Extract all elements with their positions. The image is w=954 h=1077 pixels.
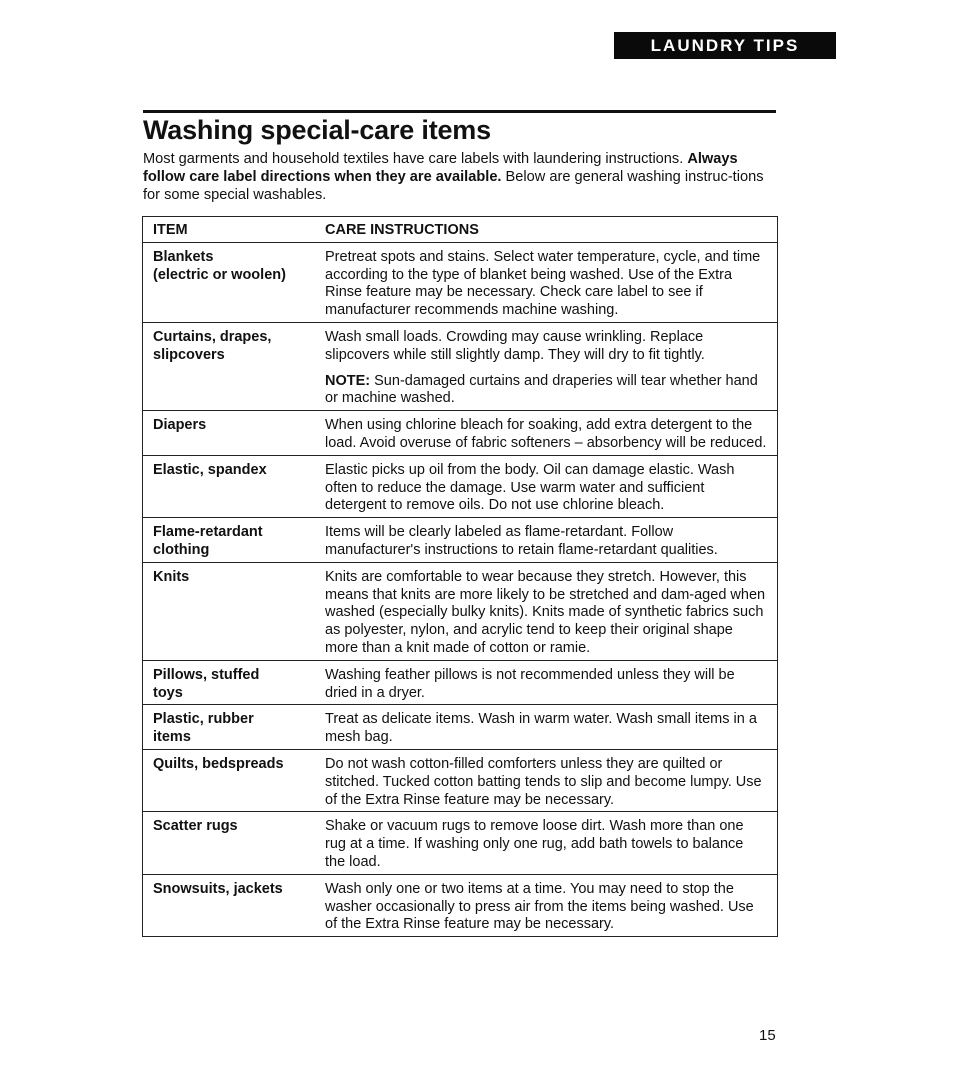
header-care-instructions: CARE INSTRUCTIONS [323,217,778,243]
instruction-paragraph: Elastic picks up oil from the body. Oil can damage elastic. Wash often to reduce the damage. Use warm water and sufficient detergent to remove oils. Do not use chlorine bleach. [325,461,735,514]
table-row [143,242,778,322]
item-name: Blankets (electric or woolen) [143,242,324,322]
section-banner: LAUNDRY TIPS [614,32,836,59]
care-instructions [323,660,778,705]
instruction-paragraph: Treat as delicate items. Wash in warm water. Wash small items in a mesh bag. [325,711,757,746]
table-row [143,322,778,410]
instruction-paragraph: Knits are comfortable to wear because they stretch. However, this means that knits are more likely to be stretched and dam-aged when washed (especially bulky knits). Knits made of synthetic fabrics such as polyester, nylon, and acrylic tend to keep their original shape more than a knit made of cotton or ramie. [325,568,766,656]
table-row [143,874,778,936]
instruction-paragraph: Do not wash cotton-filled comforters unless they are quilted or stitched. Tucked cotton batting tends to slip and become lumpy. Use of the Extra Rinse feature may be necessary. [325,755,762,808]
table-body [143,242,778,936]
table-row [143,518,778,563]
instruction-paragraph: Wash only one or two items at a time. You may need to stop the washer occasionally to press air from the items being washed. Use of the Extra Rinse feature may be necessary. [325,880,754,933]
care-instructions [323,411,778,456]
note-label: NOTE: [325,372,371,389]
care-instructions [323,812,778,874]
table-row [143,455,778,517]
item-name: Snowsuits, jackets [143,874,324,936]
table-row [143,749,778,811]
item-name: Curtains, drapes, slipcovers [143,322,324,410]
table-row [143,705,778,750]
care-instructions [323,322,778,410]
intro-text: Most garments and household textiles have care labels with laundering instructions. [143,151,688,167]
page-number: 15 [759,1027,776,1044]
care-instructions [323,562,778,660]
item-name: Quilts, bedspreads [143,749,324,811]
item-name: Elastic, spandex [143,455,324,517]
title-rule [143,110,776,113]
care-instructions [323,455,778,517]
table-row [143,411,778,456]
care-instructions [323,518,778,563]
item-name: Pillows, stuffed toys [143,660,324,705]
table-header-row [143,217,778,243]
item-name: Flame-retardant clothing [143,518,324,563]
table-row [143,562,778,660]
instruction-paragraph: Washing feather pillows is not recommended unless they will be dried in a dryer. [325,666,735,701]
note-text: Sun-damaged curtains and draperies will tear whether hand or machine washed. [325,372,758,407]
care-instructions [323,242,778,322]
instruction-paragraph: Shake or vacuum rugs to remove loose dirt. Wash more than one rug at a time. If washing only one rug, add bath towels to balance the load. [325,818,744,870]
item-name: Scatter rugs [143,812,324,874]
intro-text-end: Below are general washing instruc-tions for some special washables. [143,169,764,203]
intro-paragraph [143,150,778,204]
header-item: ITEM [143,217,324,243]
instruction-paragraph: Wash small loads. Crowding may cause wrinkling. Replace slipcovers while still slightly damp. They will dry to fit tightly. [325,328,705,363]
item-name: Diapers [143,411,324,456]
item-name: Knits [143,562,324,660]
care-table [142,216,778,937]
table-row [143,660,778,705]
page-title: Washing special-care items [143,115,491,145]
note-paragraph [325,373,767,409]
care-instructions [323,874,778,936]
instruction-paragraph: Items will be clearly labeled as flame-retardant. Follow manufacturer's instructions to retain flame-retardant qualities. [325,524,718,558]
table-row [143,812,778,874]
intro-emphasis: Always follow care label directions when they are available. [143,151,738,185]
care-instructions [323,705,778,750]
instruction-paragraph: Pretreat spots and stains. Select water temperature, cycle, and time according to the type of blanket being washed. Use of the Extra Rinse feature may be necessary. Check care label to see if manufacturer recommends machine washing. [325,248,761,319]
item-name: Plastic, rubber items [143,705,324,750]
care-instructions [323,749,778,811]
instruction-paragraph: When using chlorine bleach for soaking, add extra detergent to the load. Avoid overuse of fabric softeners – absorbency will be reduced. [325,417,767,451]
